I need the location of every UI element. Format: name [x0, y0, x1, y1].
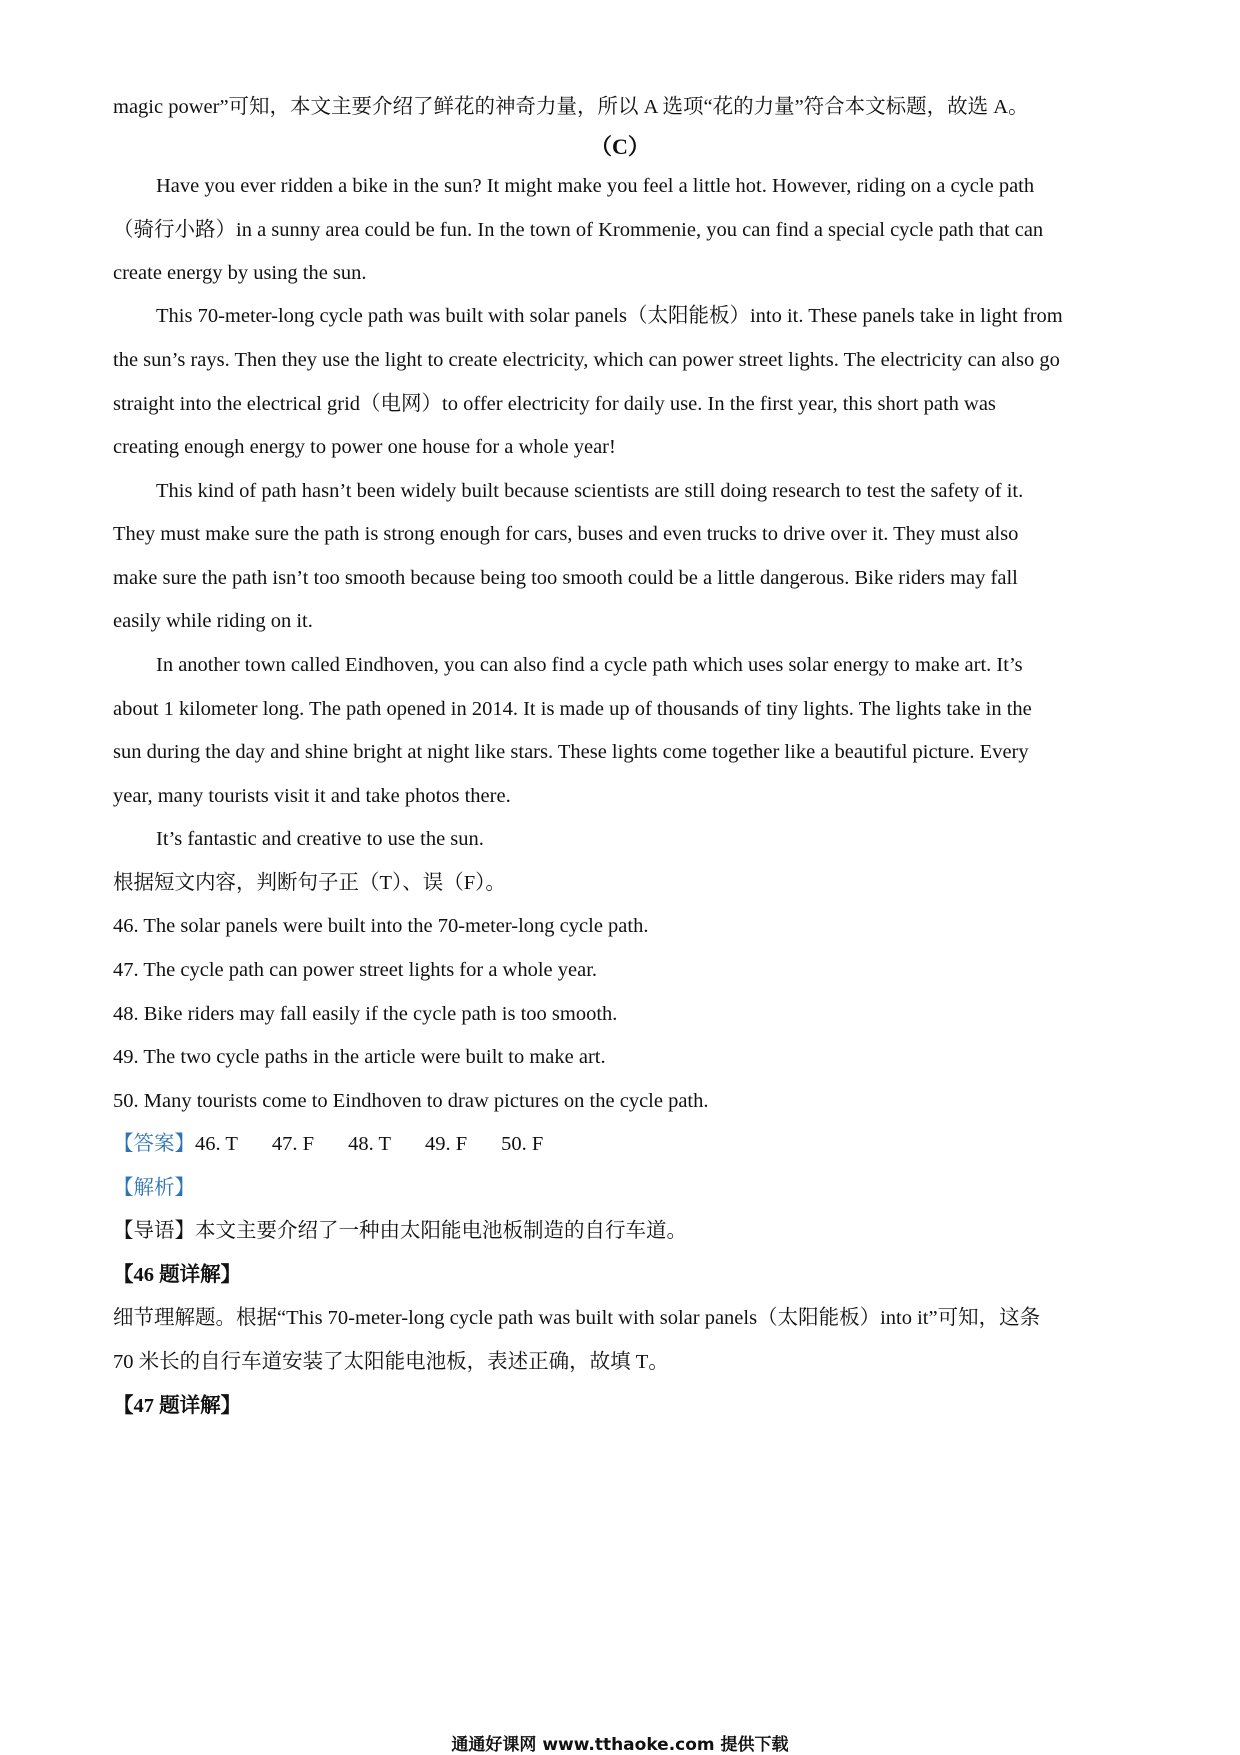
answer-46: 46. T [195, 1133, 238, 1155]
section-title: （C） [590, 134, 650, 159]
answer-49: 49. F [424, 1133, 468, 1155]
answer-48: 48. T [348, 1133, 391, 1155]
guide-text: 【导语】本文主要介绍了一种由太阳能电池板制造的自行车道。 [113, 1220, 687, 1242]
passage-p4-line1: In another town called Eindhoven, you can also find a cycle path which uses solar energy to make art. It’s [156, 654, 1023, 676]
passage-p2-line3: straight into the electrical grid（电网）to offer electricity for daily use. In the first year, this short path was [113, 393, 996, 415]
passage-p3-line3: make sure the path isn’t too smooth because being too smooth could be a little dangerous. Bike riders may fall [113, 567, 1018, 589]
passage-p5-line1: It’s fantastic and creative to use the sun. [156, 828, 484, 850]
passage-p1-line3: create energy by using the sun. [113, 262, 367, 284]
question-47: 47. The cycle path can power street lights for a whole year. [113, 959, 598, 981]
detail-46-title: 【46 题详解】 [113, 1264, 242, 1286]
answer-row [113, 1129, 1128, 1159]
task-instruction: 根据短文内容，判断句子正（T）、误（F）。 [113, 872, 506, 894]
answer-50: 50. F [501, 1133, 544, 1155]
passage-p1-line1: Have you ever ridden a bike in the sun? It might make you feel a little hot. However, riding on a cycle path [156, 175, 1035, 197]
passage-p4-line3: sun during the day and shine bright at night like stars. These lights come together like a beautiful picture. Every [113, 741, 1029, 763]
analysis-label: 【解析】 [113, 1177, 195, 1199]
passage-p3-line4: easily while riding on it. [113, 610, 313, 632]
question-49: 49. The two cycle paths in the article were built to make art. [113, 1046, 606, 1068]
detail-47-title: 【47 题详解】 [113, 1395, 242, 1417]
answer-47: 47. F [271, 1133, 315, 1155]
question-46: 46. The solar panels were built into the 70-meter-long cycle path. [113, 915, 649, 937]
detail-46-line2: 70 米长的自行车道安装了太阳能电池板，表述正确，故填 T。 [113, 1351, 669, 1373]
passage-p4-line4: year, many tourists visit it and take photos there. [113, 785, 511, 807]
question-50: 50. Many tourists come to Eindhoven to draw pictures on the cycle path. [113, 1090, 709, 1112]
passage-p2-line2: the sun’s rays. Then they use the light to create electricity, which can power street lights. The electricity can also go [113, 349, 1060, 371]
answer-label: 【答案】 [113, 1133, 195, 1155]
passage-p3-line2: They must make sure the path is strong enough for cars, buses and even trucks to drive over it. They must also [113, 523, 1019, 545]
detail-46-line1: 细节理解题。根据“This 70-meter-long cycle path was built with solar panels（太阳能板）into it”可知，这条 [113, 1307, 1041, 1329]
previous-answer-conclusion: magic power”可知，本文主要介绍了鲜花的神奇力量，所以 A 选项“花的力量”符合本文标题，故选 A。 [113, 96, 1029, 118]
passage-p1-line2: （骑行小路）in a sunny area could be fun. In the town of Krommenie, you can find a special cycle path that can [113, 219, 1044, 241]
passage-p2-line1: This 70-meter-long cycle path was built with solar panels（太阳能板）into it. These panels take in light from [156, 305, 1063, 327]
passage-p2-line4: creating enough energy to power one house for a whole year! [113, 436, 616, 458]
question-48: 48. Bike riders may fall easily if the cycle path is too smooth. [113, 1003, 618, 1025]
footer-source: 通通好课网 www.tthaoke.com 提供下载 [451, 1735, 789, 1755]
passage-p4-line2: about 1 kilometer long. The path opened in 2014. It is made up of thousands of tiny lights. The lights take in the [113, 698, 1032, 720]
passage-p3-line1: This kind of path hasn’t been widely built because scientists are still doing research to test the safety of it. [156, 480, 1024, 502]
